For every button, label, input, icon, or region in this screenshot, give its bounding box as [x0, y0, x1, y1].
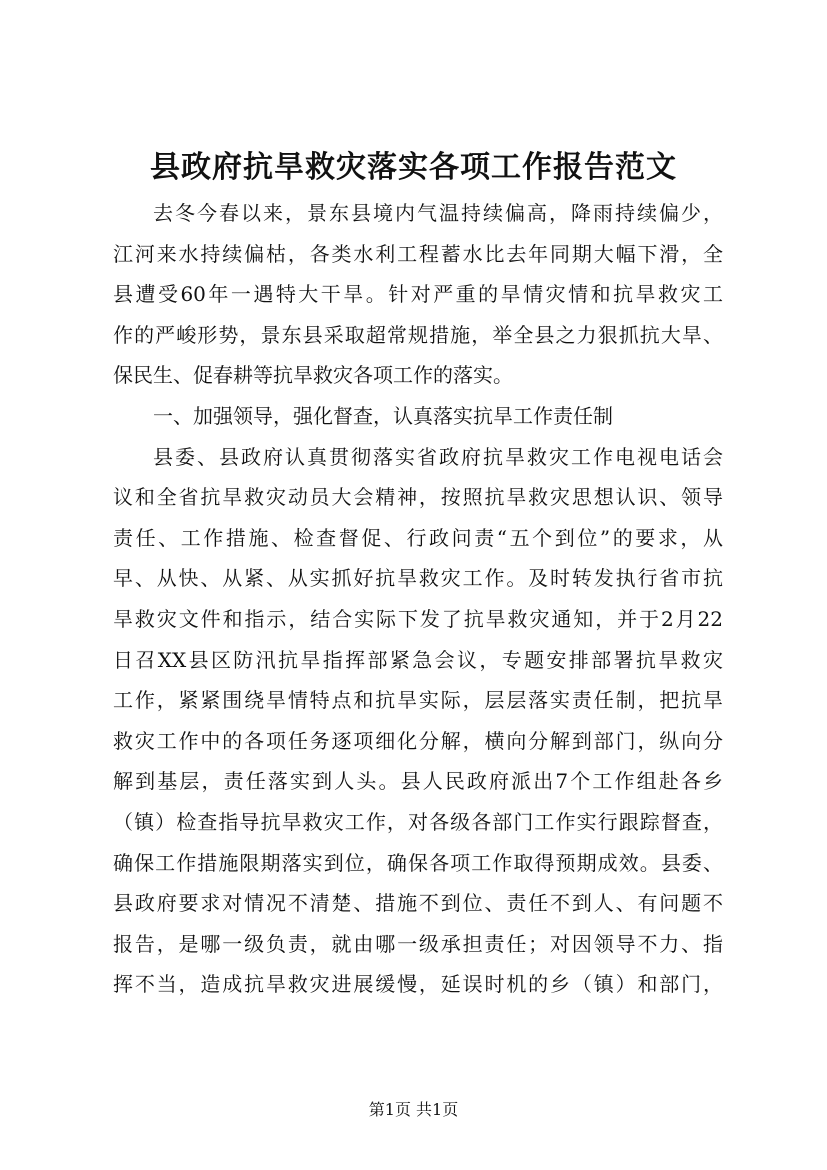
paragraph-line: 去冬今春以来，景东县境内气温持续偏高，降雨持续偏少，: [153, 201, 723, 225]
paragraph-line: 县委、县政府认真贯彻落实省政府抗旱救灾工作电视电话会: [153, 444, 723, 469]
section-heading: 一、加强领导，强化督查，认真落实抗旱工作责任制: [153, 403, 613, 428]
paragraph-line: 县政府要求对情况不清楚、措施不到位、责任不到人、有问题不: [113, 891, 723, 916]
paragraph-line: 报告，是哪一级负责，就由哪一级承担责任；对因领导不力、指: [113, 931, 723, 956]
paragraph-line: 工作，紧紧围绕旱情特点和抗旱实际，层层落实责任制，把抗旱: [113, 688, 723, 713]
document-body: [113, 193, 723, 1005]
paragraph-line: 保民生、促春耕等抗旱救灾各项工作的落实。: [113, 363, 513, 388]
paragraph-line: 作的严峻形势，景东县采取超常规措施，举全县之力狠抓抗大旱、: [113, 322, 723, 347]
paragraph-line: 早、从快、从紧、从实抓好抗旱救灾工作。及时转发执行省市抗: [113, 566, 723, 591]
paragraph-line: 确保工作措施限期落实到位，确保各项工作取得预期成效。县委、: [113, 850, 723, 875]
paragraph-line: 挥不当，造成抗旱救灾进展缓慢，延误时机的乡（镇）和部门，: [113, 972, 723, 997]
paragraph-line: 责任、工作措施、检查督促、行政问责“五个到位”的要求，从: [113, 525, 723, 550]
paragraph-line: 解到基层，责任落实到人头。县人民政府派出7个工作组赴各乡: [113, 769, 723, 794]
paragraph-line: 救灾工作中的各项任务逐项细化分解，横向分解到部门，纵向分: [113, 728, 723, 753]
paragraph-line: 日召XX县区防汛抗旱指挥部紧急会议，专题安排部署抗旱救灾: [113, 647, 723, 672]
document-title: 县政府抗旱救灾落实各项工作报告范文: [150, 150, 677, 185]
page-number: 第1页 共1页: [368, 1100, 459, 1119]
paragraph-line: 县遭受60年一遇特大干旱。针对严重的旱情灾情和抗旱救灾工: [113, 282, 723, 307]
paragraph-line: （镇）检查指导抗旱救灾工作，对各级各部门工作实行跟踪督查，: [113, 809, 723, 834]
paragraph-line: 旱救灾文件和指示，结合实际下发了抗旱救灾通知，并于2月22: [113, 606, 723, 631]
paragraph-line: 江河来水持续偏枯，各类水利工程蓄水比去年同期大幅下滑，全: [113, 241, 723, 266]
paragraph-line: 议和全省抗旱救灾动员大会精神，按照抗旱救灾思想认识、领导: [113, 485, 723, 510]
